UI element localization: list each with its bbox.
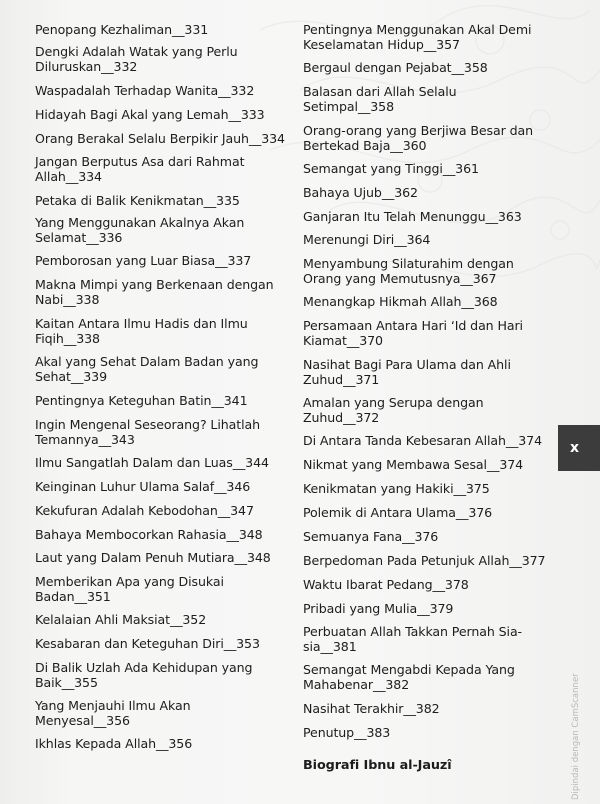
toc-entry: Yang Menjauhi Ilmu Akan Menyesal__356 [35, 698, 191, 728]
toc-entry: Jangan Berputus Asa dari Rahmat Allah__334 [35, 154, 245, 184]
toc-entry: Bergaul dengan Pejabat__358 [303, 60, 488, 75]
chapter-side-tab: x [558, 425, 600, 471]
toc-entry: Keinginan Luhur Ulama Salaf__346 [35, 479, 251, 494]
toc-entry: Nikmat yang Membawa Sesal__374 [303, 457, 524, 472]
toc-entry: Ilmu Sangatlah Dalam dan Luas__344 [35, 455, 269, 470]
toc-entry: Balasan dari Allah Selalu Setimpal__358 [303, 84, 457, 114]
toc-entry: Perbuatan Allah Takkan Pernah Sia-sia__381 [303, 624, 523, 654]
toc-entry: Semangat Mengabdi Kepada Yang Mahabenar__382 [303, 662, 515, 692]
toc-entry: Nasihat Bagi Para Ulama dan Ahli Zuhud__371 [303, 357, 511, 387]
scanner-watermark-text: Dipindai dengan CamScanner [571, 673, 581, 800]
toc-entry: Makna Mimpi yang Berkenaan dengan Nabi__338 [35, 277, 274, 307]
toc-entry: Merenungi Diri__364 [303, 232, 431, 247]
toc-entry: Semangat yang Tinggi__361 [303, 161, 479, 176]
toc-entry: Kenikmatan yang Hakiki__375 [303, 481, 490, 496]
toc-entry: Memberikan Apa yang Disukai Badan__351 [35, 574, 224, 604]
toc-entry: Dengki Adalah Watak yang Perlu Diluruskan__332 [35, 44, 238, 74]
toc-entry: Bahaya Ujub__362 [303, 185, 418, 200]
toc-entry: Pentingnya Keteguhan Batin__341 [35, 393, 248, 408]
toc-entry: Pentingnya Menggunakan Akal Demi Keselamatan Hidup__357 [303, 22, 532, 52]
toc-entry: Ikhlas Kepada Allah__356 [35, 736, 193, 751]
toc-entry: Ingin Mengenal Seseorang? Lihatlah Temannya__343 [35, 417, 260, 447]
toc-entry: Kaitan Antara Ilmu Hadis dan Ilmu Fiqih__338 [35, 316, 248, 346]
toc-entry: Laut yang Dalam Penuh Mutiara__348 [35, 550, 271, 565]
toc-entry: Berpedoman Pada Petunjuk Allah__377 [303, 553, 546, 568]
toc-entry: Kesabaran dan Keteguhan Diri__353 [35, 636, 260, 651]
toc-entry: Bahaya Membocorkan Rahasia__348 [35, 527, 263, 542]
toc-entry: Akal yang Sehat Dalam Badan yang Sehat__339 [35, 354, 259, 384]
toc-entry: Di Antara Tanda Kebesaran Allah__374 [303, 433, 542, 448]
toc-entry: Petaka di Balik Kenikmatan__335 [35, 193, 240, 208]
toc-left-column [35, 14, 287, 751]
toc-entry: Waktu Ibarat Pedang__378 [303, 577, 469, 592]
scanner-watermark [567, 640, 587, 800]
toc-entry: Yang Menggunakan Akalnya Akan Selamat__336 [35, 215, 245, 245]
toc-entry: Semuanya Fana__376 [303, 529, 439, 544]
toc-entry: Amalan yang Serupa dengan Zuhud__372 [303, 395, 484, 425]
toc-entry: Polemik di Antara Ulama__376 [303, 505, 493, 520]
toc-entry: Kekufuran Adalah Kebodohan__347 [35, 503, 254, 518]
section-heading: Biografi Ibnu al-Jauzî [303, 758, 452, 773]
toc-entry: Menangkap Hikmah Allah__368 [303, 294, 498, 309]
toc-entry: Orang Berakal Selalu Berpikir Jauh__334 [35, 131, 285, 146]
toc-entry: Penutup__383 [303, 725, 391, 740]
toc-entry: Kelalaian Ahli Maksiat__352 [35, 612, 207, 627]
toc-entry: Di Balik Uzlah Ada Kehidupan yang Baik__355 [35, 660, 253, 690]
toc-entry: Pribadi yang Mulia__379 [303, 601, 454, 616]
toc-entry: Hidayah Bagi Akal yang Lemah__333 [35, 107, 265, 122]
toc-entry: Waspadalah Terhadap Wanita__332 [35, 83, 255, 98]
toc-entry: Ganjaran Itu Telah Menunggu__363 [303, 209, 522, 224]
toc-entry: Menyambung Silaturahim dengan Orang yang Memutusnya__367 [303, 256, 514, 286]
toc-right-column [303, 14, 549, 773]
toc-entry: Pemborosan yang Luar Biasa__337 [35, 253, 252, 268]
toc-entry: Penopang Kezhaliman__331 [35, 22, 209, 37]
toc-entry: Persamaan Antara Hari ‘Id dan Hari Kiamat__370 [303, 318, 523, 348]
toc-entry: Nasihat Terakhir__382 [303, 701, 440, 716]
toc-entry: Orang-orang yang Berjiwa Besar dan Bertekad Baja__360 [303, 123, 534, 153]
